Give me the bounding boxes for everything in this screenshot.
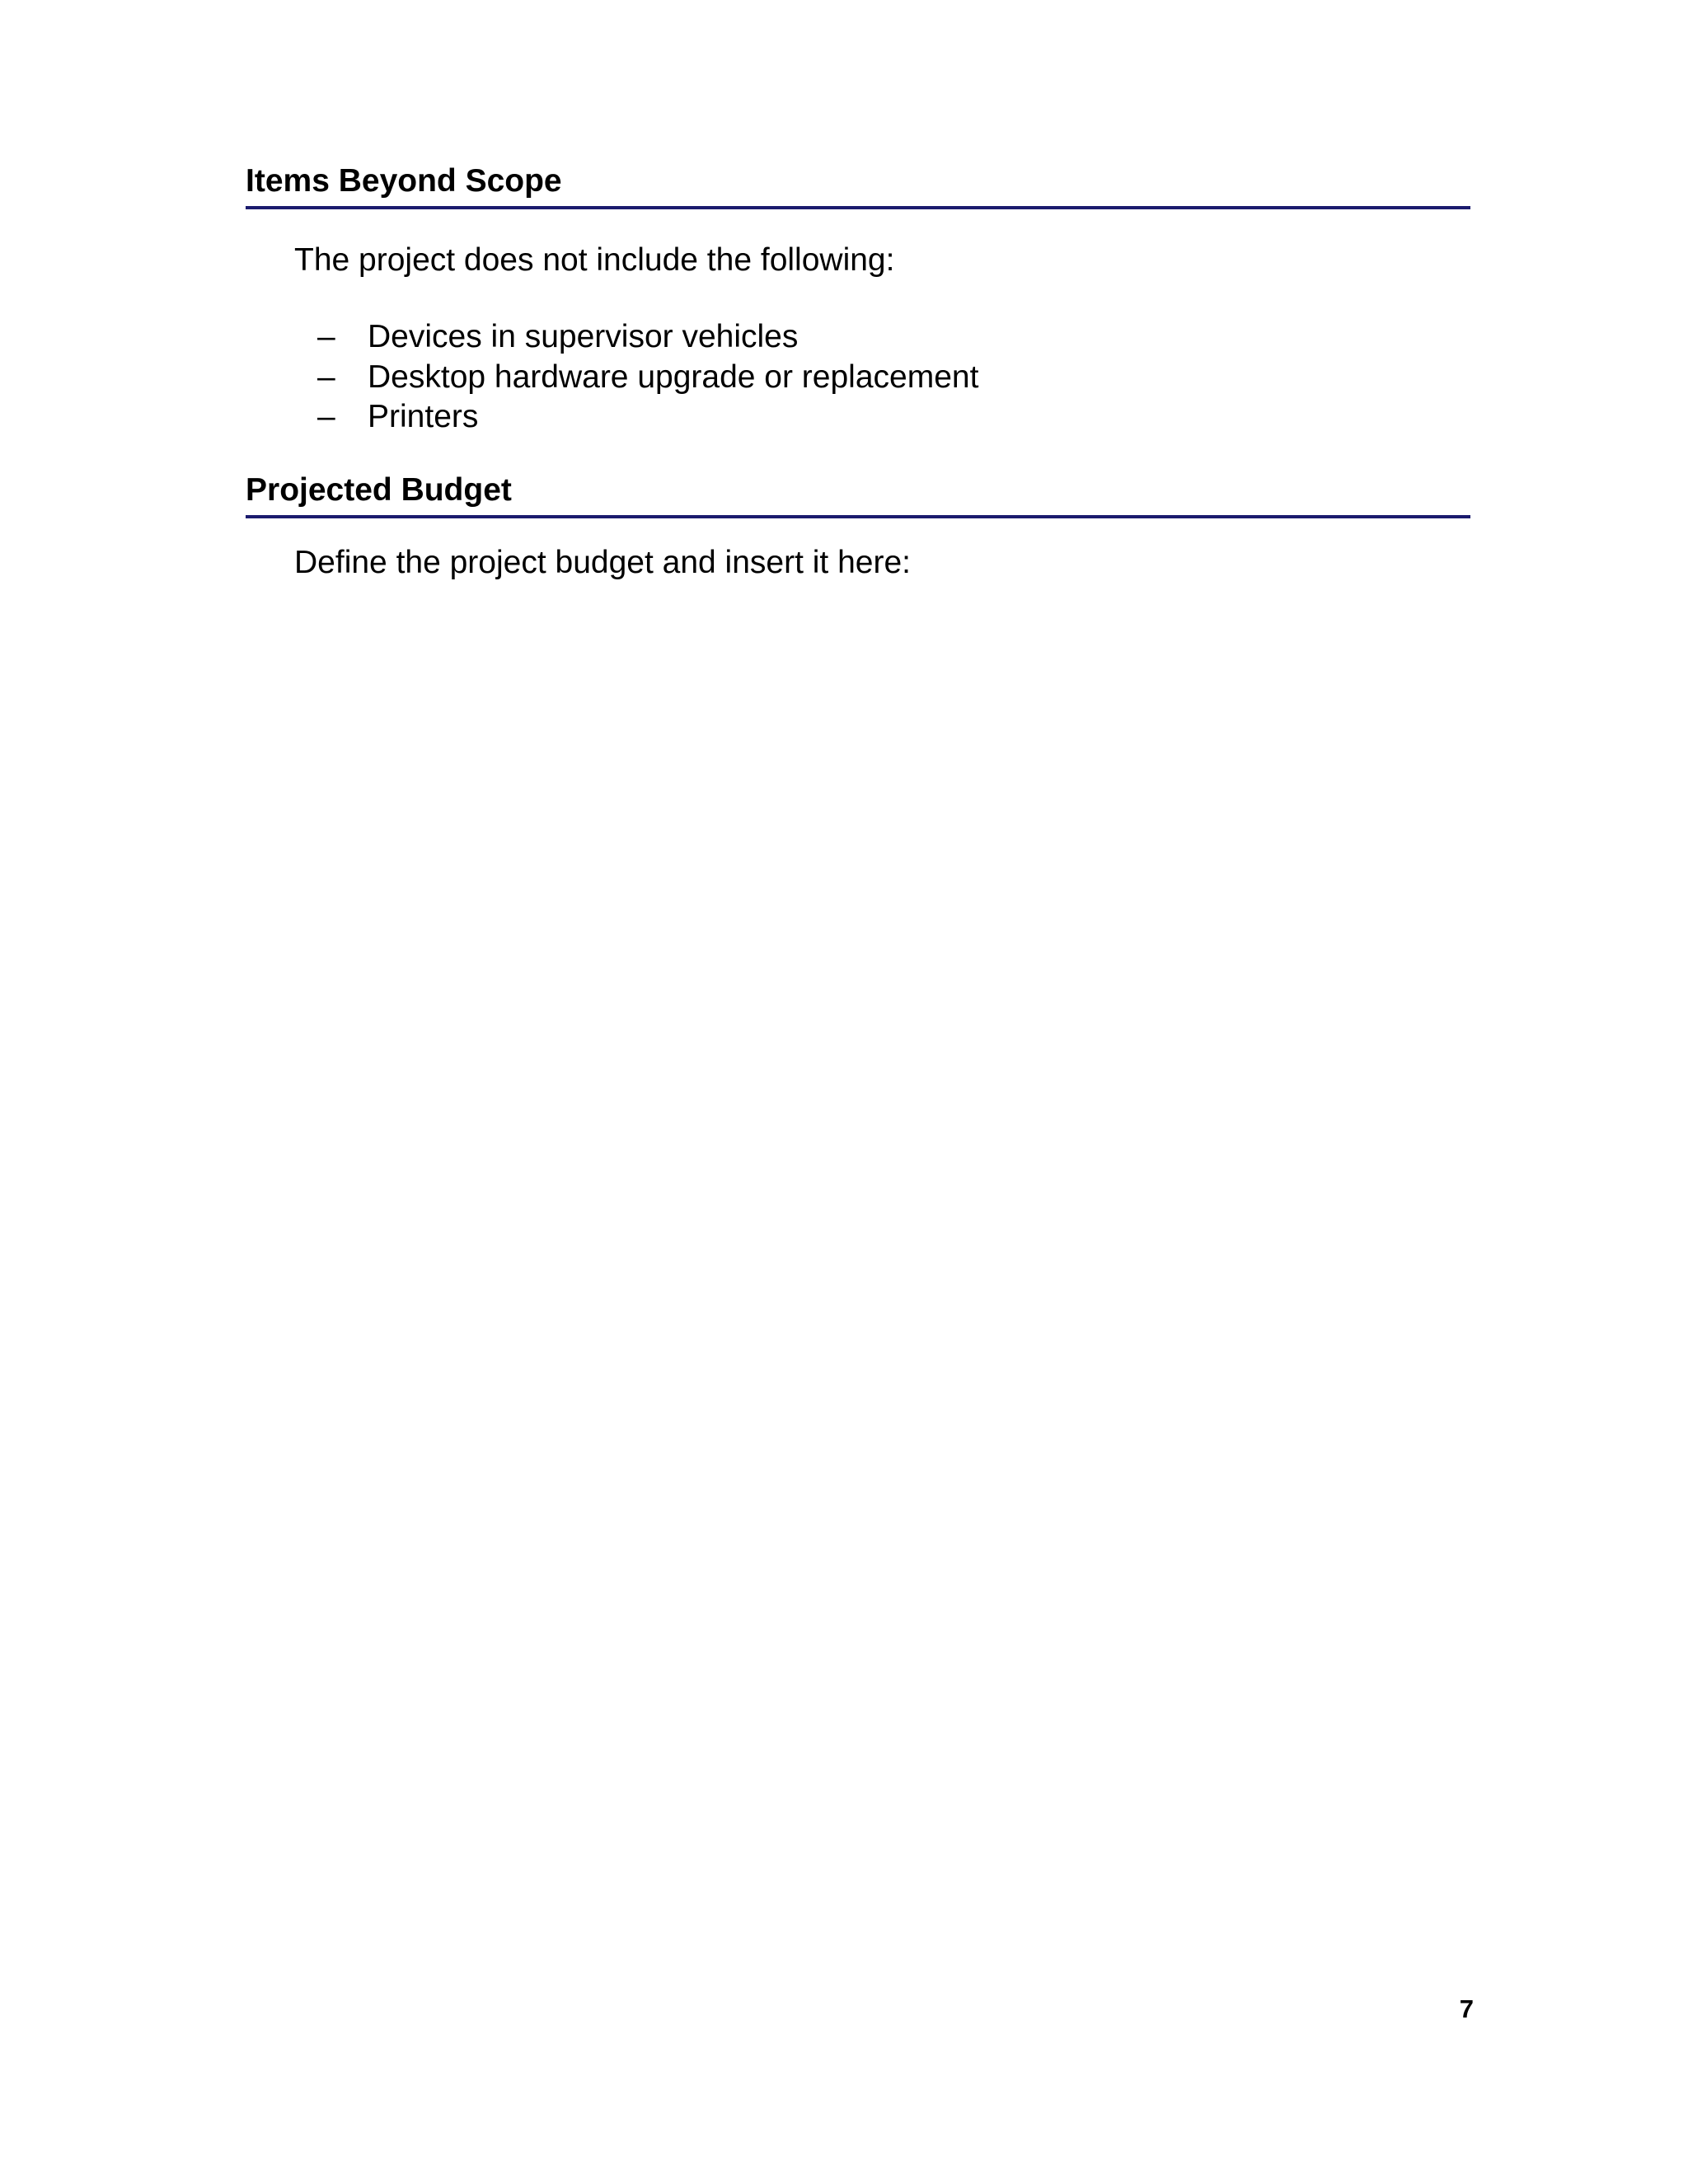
- section-heading-projected-budget: Projected Budget: [246, 471, 1470, 518]
- excluded-items-list: [317, 317, 978, 438]
- items-beyond-scope-intro: The project does not include the following:: [294, 242, 895, 278]
- list-item-text: Devices in supervisor vehicles: [368, 319, 799, 354]
- list-dash: –: [317, 319, 335, 354]
- page-number: 7: [1459, 1994, 1474, 2023]
- list-item: [317, 317, 978, 358]
- projected-budget-intro: Define the project budget and insert it here:: [294, 545, 911, 580]
- list-item: [317, 397, 978, 438]
- list-item: [317, 358, 978, 398]
- section-heading-items-beyond-scope: Items Beyond Scope: [246, 162, 1470, 209]
- list-item-text: Desktop hardware upgrade or replacement: [368, 359, 979, 395]
- list-dash: –: [317, 399, 335, 434]
- list-item-text: Printers: [368, 399, 479, 434]
- list-dash: –: [317, 359, 335, 395]
